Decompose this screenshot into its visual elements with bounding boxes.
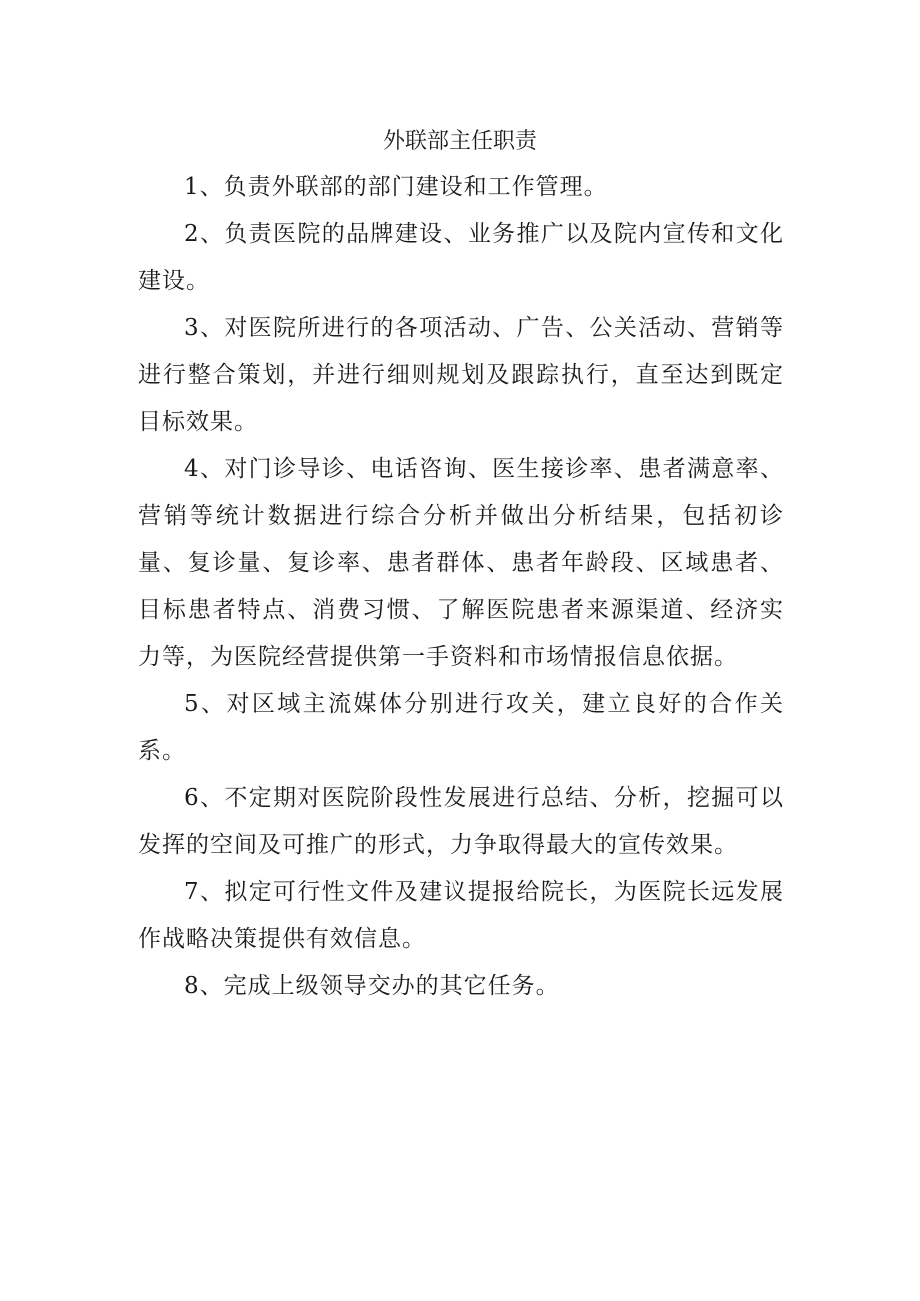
- duty-item-8: 8、完成上级领导交办的其它任务。: [184, 973, 560, 999]
- duty-item-4: 4、对门诊导诊、电话咨询、医生接诊率、患者满意率、营销等统计数据进行综合分析并做出分析结果，包括初诊量、复诊量、复诊率、患者群体、患者年龄段、区域患者、目标患者特点、消费习惯、了解医院患者来源渠道、经济实力等，为医院经营提供第一手资料和市场情报信息依据。: [138, 456, 784, 670]
- document-title: 外联部主任职责: [382, 129, 537, 154]
- document-body: [138, 164, 784, 1010]
- duty-item-3: 3、对医院所进行的各项活动、广告、公关活动、营销等进行整合策划，并进行细则规划及跟踪执行，直至达到既定目标效果。: [138, 315, 784, 435]
- duty-item-1: 1、负责外联部的部门建设和工作管理。: [184, 174, 608, 200]
- duty-item-5: 5、对区域主流媒体分别进行攻关，建立良好的合作关系。: [138, 691, 784, 764]
- duty-item-7: 7、拟定可行性文件及建议提报给院长，为医院长远发展作战略决策提供有效信息。: [138, 879, 784, 952]
- duty-item-2: 2、负责医院的品牌建设、业务推广以及院内宣传和文化建设。: [138, 221, 784, 294]
- duty-item-6: 6、不定期对医院阶段性发展进行总结、分析，挖掘可以发挥的空间及可推广的形式，力争取得最大的宣传效果。: [138, 785, 784, 858]
